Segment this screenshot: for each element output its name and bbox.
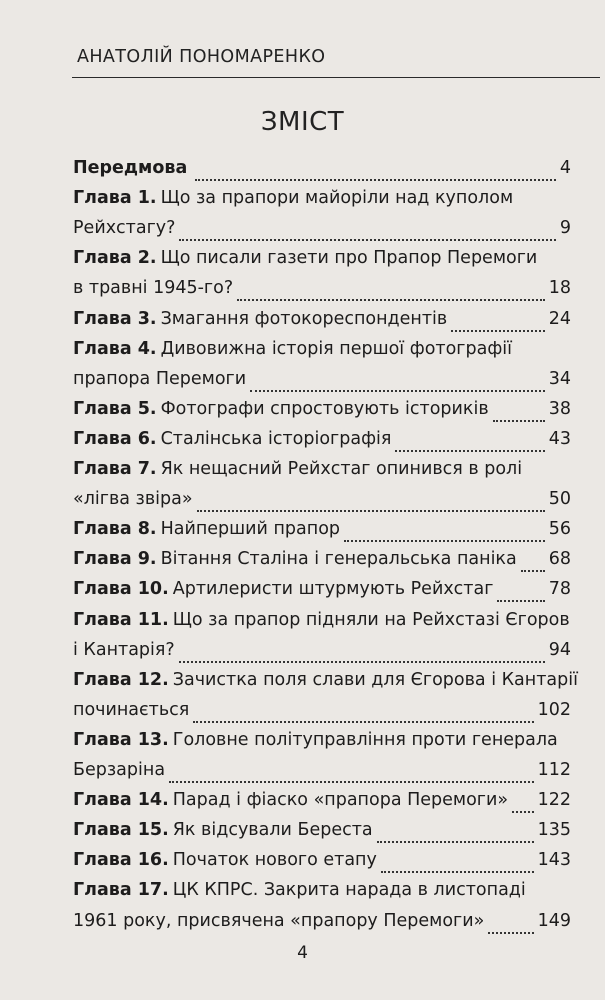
dot-leader <box>381 871 534 873</box>
toc-entry-line <box>73 850 571 880</box>
chapter-label: Передмова <box>73 158 188 178</box>
toc-entry-line <box>73 188 571 218</box>
toc-entry-text <box>73 850 377 870</box>
toc-page-number: 43 <box>548 428 571 449</box>
dot-leader <box>193 721 533 723</box>
chapter-title: і Кантарія? <box>73 639 175 660</box>
toc-entry-line <box>73 700 571 730</box>
chapter-label: Глава 14. <box>73 790 169 811</box>
dot-leader <box>250 390 545 392</box>
toc-page-number: 122 <box>537 790 571 811</box>
dot-leader <box>344 540 545 542</box>
chapter-title: Головне політуправління проти генерала <box>172 729 558 750</box>
toc-entry-line <box>73 880 571 910</box>
toc-entry-line <box>73 399 571 429</box>
chapter-title: Рейхстагу? <box>73 218 176 239</box>
toc-entry-text <box>73 820 373 840</box>
dot-leader <box>497 600 544 602</box>
dot-leader <box>512 811 534 813</box>
toc-entry-line <box>73 760 571 790</box>
toc-entry-text <box>73 549 517 569</box>
toc-page-number: 112 <box>537 760 571 780</box>
dot-leader <box>179 239 555 241</box>
toc-entry-text <box>73 278 233 298</box>
toc-page-number: 149 <box>537 910 571 931</box>
chapter-label: Глава 7. <box>73 459 157 479</box>
chapter-label: Глава 6. <box>73 428 157 449</box>
toc-entry-line <box>73 579 571 609</box>
chapter-title: в травні 1945-го? <box>73 278 234 299</box>
chapter-title: ЦК КПРС. Закрита нарада в листопаді <box>172 880 526 901</box>
page-title: ЗМІСТ <box>260 107 345 137</box>
chapter-label: Глава 11. <box>73 609 169 630</box>
chapter-title: Сталінська історіографія <box>160 428 392 449</box>
toc-entry-line <box>73 640 571 670</box>
dot-leader <box>377 841 534 843</box>
chapter-label: Глава 13. <box>73 729 169 750</box>
toc-entry-text <box>73 339 512 359</box>
chapter-title: «лігва звіра» <box>73 489 193 510</box>
chapter-title: прапора Перемоги <box>73 368 247 389</box>
chapter-label: Глава 10. <box>73 579 169 600</box>
chapter-title: Початок нового етапу <box>172 850 377 871</box>
chapter-title: Що за прапор підняли на Рейхстазі Єгоров <box>172 609 570 630</box>
dot-leader <box>521 570 545 572</box>
dot-leader <box>169 781 534 783</box>
chapter-label: Глава 8. <box>73 519 157 540</box>
dot-leader <box>488 932 533 934</box>
toc-entry-text <box>73 610 570 630</box>
chapter-title: Що за прапори майоріли над куполом <box>160 188 514 209</box>
toc-entry-line <box>73 309 571 339</box>
toc-entry-text <box>73 640 175 660</box>
toc-entry-text <box>73 579 493 599</box>
toc-entry-line <box>73 549 571 579</box>
toc-entry-text <box>73 911 484 931</box>
chapter-title: Що писали газети про Прапор Перемоги <box>160 248 538 269</box>
toc-entry-line <box>73 730 571 760</box>
page-number: 4 <box>297 943 308 963</box>
toc-entry-line <box>73 790 571 820</box>
toc-entry-text <box>73 670 578 690</box>
chapter-title: Як нещасний Рейхстаг опинився в ролі <box>160 459 523 479</box>
toc-entry-line <box>73 278 571 308</box>
toc-entry-line <box>73 820 571 850</box>
chapter-label: Глава 15. <box>73 820 169 841</box>
toc-entry-line <box>73 158 571 188</box>
chapter-label: Глава 2. <box>73 248 157 269</box>
toc-page-number: 143 <box>537 850 571 871</box>
chapter-label: Глава 17. <box>73 880 169 901</box>
toc-entry-line <box>73 459 571 489</box>
toc-entry-text <box>73 158 191 178</box>
toc-entry-text <box>73 489 193 509</box>
toc-page-number: 135 <box>537 820 571 841</box>
toc-entry-text <box>73 188 513 208</box>
dot-leader <box>493 420 545 422</box>
chapter-label: Глава 12. <box>73 669 169 690</box>
chapter-title: починається <box>73 699 190 720</box>
toc-entry-line <box>73 669 578 700</box>
chapter-title: Зачистка поля слави для Єгорова і Кантарії <box>172 669 578 690</box>
running-header: АНАТОЛІЙ ПОНОМАРЕНКО <box>77 47 326 67</box>
toc-entry-text <box>73 790 508 810</box>
chapter-label: Глава 16. <box>73 850 169 871</box>
toc-entry-text <box>73 218 175 238</box>
toc-page-number: 38 <box>548 398 571 419</box>
toc-entry-line <box>73 610 571 640</box>
chapter-title: Берзаріна <box>73 760 166 780</box>
dot-leader <box>237 299 545 301</box>
toc-entry-line <box>73 248 571 278</box>
chapter-title: Змагання фотокореспондентів <box>160 308 448 329</box>
dot-leader <box>395 450 544 452</box>
toc-entry-line <box>73 429 571 459</box>
toc-page-number: 94 <box>548 639 571 660</box>
toc-entry-line <box>73 218 571 248</box>
header-rule <box>72 77 600 78</box>
toc-page-number: 24 <box>548 308 571 329</box>
toc-page-number: 4 <box>559 158 571 178</box>
chapter-label: Глава 9. <box>73 549 157 570</box>
toc-page-number: 34 <box>548 368 571 389</box>
chapter-label: Глава 5. <box>73 398 157 419</box>
toc-entry-text <box>73 369 246 389</box>
chapter-title: Парад і фіаско «прапора Перемоги» <box>172 790 509 811</box>
toc-entry-line <box>73 911 571 941</box>
chapter-title: Як відсували Береста <box>172 820 373 841</box>
toc-page-number: 50 <box>548 489 571 510</box>
toc-entry-line <box>73 369 571 399</box>
toc-entry-line <box>73 519 571 549</box>
chapter-title: Вітання Сталіна і генеральська паніка <box>160 549 517 570</box>
toc-entry-text <box>73 730 558 750</box>
chapter-title: 1961 року, присвячена «прапору Перемоги» <box>73 910 485 931</box>
toc-entry-text <box>73 700 189 720</box>
toc-entry-text <box>73 459 522 479</box>
dot-leader <box>195 179 556 181</box>
toc-page-number: 18 <box>548 278 571 299</box>
toc-entry-text <box>73 429 391 449</box>
dot-leader <box>197 510 545 512</box>
toc-entry-text <box>73 399 489 419</box>
chapter-label: Глава 3. <box>73 308 157 329</box>
toc-entry-text <box>73 760 165 780</box>
toc-page-number: 78 <box>548 579 571 600</box>
chapter-title: Фотографи спростовують істориків <box>160 398 489 419</box>
toc-entry-text <box>73 248 537 268</box>
toc-page-number: 9 <box>559 218 571 239</box>
toc-entry-text <box>73 880 526 900</box>
toc-entry-line <box>73 489 571 519</box>
dot-leader <box>179 661 545 663</box>
toc-entry-line <box>73 339 571 369</box>
toc-entry-text <box>73 309 447 329</box>
chapter-title: Артилеристи штурмують Рейхстаг <box>172 579 494 600</box>
chapter-label: Глава 1. <box>73 188 157 209</box>
toc-page-number: 68 <box>548 549 571 570</box>
chapter-label: Глава 4. <box>73 338 157 359</box>
dot-leader <box>451 330 544 332</box>
toc-page-number: 56 <box>548 519 571 540</box>
toc-entry-text <box>73 519 340 539</box>
toc-page-number: 102 <box>537 699 571 720</box>
chapter-title: Найперший прапор <box>160 519 341 540</box>
chapter-title: Дивовижна історія першої фотографії <box>160 338 513 359</box>
